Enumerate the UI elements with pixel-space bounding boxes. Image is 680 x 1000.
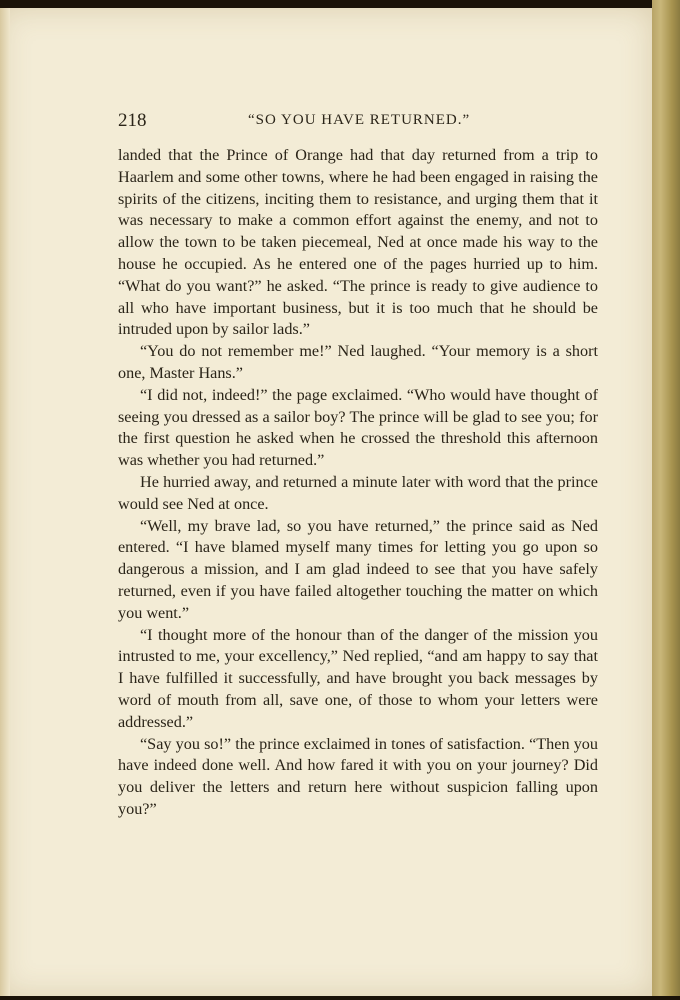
top-border — [0, 0, 680, 8]
book-binding-edge — [652, 0, 680, 1000]
page-header — [118, 110, 598, 134]
body-text — [118, 145, 598, 821]
bottom-border — [0, 996, 680, 1000]
paragraph: “Well, my brave lad, so you have returned,” the prince said as Ned entered. “I have blamed myself many times for letting you go upon so dangerous a mission, and I am glad indeed to see that you have safely returned, even if you have failed altogether touching the matter on which you went.” — [118, 516, 598, 622]
running-title: “SO YOU HAVE RETURNED.” — [248, 112, 471, 128]
paragraph: “You do not remember me!” Ned laughed. “Your memory is a short one, Master Hans.” — [118, 342, 598, 382]
page-number: 218 — [118, 110, 147, 131]
paragraph: “Say you so!” the prince exclaimed in tones of satisfaction. “Then you have indeed done well. And how fared it with you on your journey? Did you deliver the letters and return here without suspicion falling upon you?” — [118, 734, 598, 818]
paragraph: “I thought more of the honour than of the danger of the mission you intrusted to me, your excellency,” Ned replied, “and am happy to say that I have fulfilled it successfully, and have brought you back messages by word of mouth from all, save one, of those to whom your letters were addressed.” — [118, 625, 598, 731]
paragraph: “I did not, indeed!” the page exclaimed. “Who would have thought of seeing you dressed as a sailor boy? The prince will be glad to see you; for the first question he asked when he crossed the threshold this afternoon was whether you had returned.” — [118, 385, 598, 470]
paragraph: He hurried away, and returned a minute later with word that the prince would see Ned at once. — [118, 472, 598, 513]
paragraph: landed that the Prince of Orange had that day returned from a trip to Haarlem and some other towns, where he had been engaged in raising the spirits of the citizens, inciting them to resistance, and urging them that it was necessary to make a common effort against the enemy, and not to allow the town to be taken piecemeal, Ned at once made his way to the house he occupied. As he entered one of the pages hurried up to him. “What do you want?” he asked. “The prince is ready to give audience to all who have important business, but it is too much that he should be intruded upon by sailor lads.” — [118, 146, 598, 339]
page-left-edge — [0, 8, 10, 996]
